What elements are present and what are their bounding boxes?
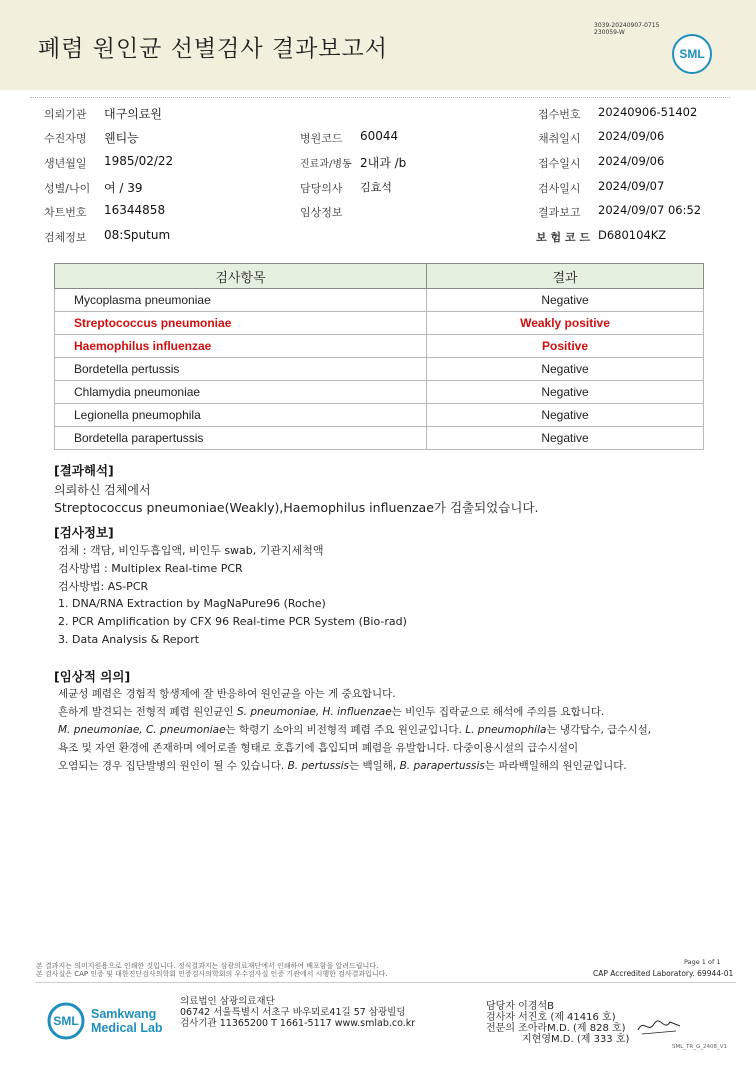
label-chart-number: 차트번호 (44, 206, 87, 219)
signature-icon (634, 1014, 684, 1040)
label-clinical-info: 임상정보 (300, 206, 343, 219)
corp-contact: 검사기관 11365200 T 1661-5117 www.smlab.co.kr (180, 1018, 416, 1029)
test-info-section (54, 523, 114, 541)
table-row (55, 312, 704, 335)
clinical-section (54, 667, 130, 685)
test-result: Positive (427, 335, 704, 358)
interpretation-section (54, 461, 114, 479)
label-insurance-code: 보 험 코 드 (536, 231, 590, 244)
clinical-line2 (58, 704, 604, 719)
corp-name: 의료법인 삼광의료재단 (180, 996, 275, 1007)
test-result: Negative (427, 381, 704, 404)
label-department: 진료과/병동 (300, 159, 352, 170)
test-item-name: Mycoplasma pneumoniae (55, 289, 427, 312)
table-header-row (55, 264, 704, 289)
footer-note: 본 검사실은 CAP 인증 및 대한진단검사의학회 인증검사의학회의 우수검사실 인증 기관에서 시행한 검사결과입니다. (36, 970, 388, 978)
interpretation-line1: 의뢰하신 검체에서 (54, 483, 151, 497)
value-specimen-info: 08:Sputum (104, 228, 171, 242)
clinical-organism: L. pneumophila (465, 724, 547, 736)
interpretation-title: [결과해석] (54, 463, 114, 478)
test-info-line: 3. Data Analysis & Report (58, 633, 200, 646)
label-physician: 담당의사 (300, 182, 343, 195)
brand-line1: Samkwang (91, 1007, 157, 1021)
cap-accreditation: CAP Accredited Laboratory. 69944-01 (593, 969, 734, 978)
clinical-text: 는 백일해, (348, 760, 400, 772)
label-patient-name: 수진자명 (44, 132, 87, 145)
sml-logo-icon (672, 34, 712, 74)
label-birth-date: 생년월일 (44, 157, 87, 170)
clinical-text: 오염되는 경우 집단발병의 원인이 될 수 있습니다. (58, 760, 288, 772)
clinical-organism: B. pertussis (287, 760, 349, 772)
results-body (55, 289, 704, 450)
test-result: Negative (427, 404, 704, 427)
value-physician: 김효석 (360, 181, 392, 194)
doc-no-line1: 3039-20240907-0715 (594, 22, 660, 29)
value-accession-number: 20240906-51402 (598, 105, 698, 119)
value-chart-number: 16344858 (104, 203, 166, 217)
value-hospital-code: 60044 (360, 129, 399, 143)
label-specimen-info: 검체정보 (44, 231, 87, 244)
test-item-name: Bordetella parapertussis (55, 427, 427, 450)
clinical-line3 (58, 722, 651, 737)
clinical-text: 는 비인두 집락균으로 해석에 주의를 요합니다. (391, 706, 605, 718)
table-row (55, 289, 704, 312)
test-info-title: [검사정보] (54, 525, 114, 540)
clinical-organism: M. pneumoniae, C. pneumoniae (58, 724, 226, 736)
table-row (55, 335, 704, 358)
report-header (0, 0, 756, 90)
value-insurance-code: D680104KZ (598, 228, 667, 242)
footer-note: 본 결과지는 의미지원용으로 인쇄한 것입니다. 정식결과지는 삼광의료재단에서 인쇄하여 배포함을 알려드립니다. (36, 962, 379, 970)
test-result: Negative (427, 358, 704, 381)
value-requesting-institution: 대구의료원 (104, 107, 162, 121)
test-info-line: 검체 : 객담, 비인두흡입액, 비인두 swab, 기관지세척액 (58, 544, 324, 557)
clinical-line5 (58, 758, 627, 773)
value-report-date: 2024/09/07 06:52 (598, 203, 702, 217)
svg-text:SML: SML (53, 1014, 79, 1028)
corp-address: 06742 서울특별시 서초구 바우뫼로41길 57 삼광빌딩 (180, 1007, 406, 1018)
value-department: 2내과 /b (360, 156, 407, 170)
label-hospital-code: 병원코드 (300, 132, 343, 145)
table-row (55, 427, 704, 450)
staff-line: 담당자 이경석B (486, 1001, 554, 1012)
page-number: Page 1 of 1 (684, 958, 721, 966)
test-result: Negative (427, 289, 704, 312)
label-requesting-institution: 의뢰기관 (44, 108, 87, 121)
value-test-date: 2024/09/07 (598, 179, 665, 193)
corporate-info (180, 996, 415, 1029)
clinical-text: 는 냉각탑수, 급수시설, (546, 724, 652, 736)
label-accession-number: 접수번호 (538, 108, 581, 121)
label-test-date: 검사일시 (538, 182, 581, 195)
clinical-organism: B. parapertussis (399, 760, 485, 772)
label-sex-age: 성별/나이 (44, 182, 91, 195)
header-divider (30, 97, 730, 98)
staff-line: 지현영M.D. (제 333 호) (522, 1034, 630, 1045)
form-number: SML_TR_G_2408_V1 (672, 1044, 728, 1050)
value-received-date: 2024/09/06 (598, 154, 665, 168)
interpretation-line2: Streptococcus pneumoniae(Weakly),Haemophilus influenzae가 검출되었습니다. (54, 500, 539, 515)
column-header-test-item: 검사항목 (55, 264, 427, 289)
label-received-date: 접수일시 (538, 157, 581, 170)
test-info-line: 검사방법 : Multiplex Real-time PCR (58, 562, 243, 575)
test-item-name: Legionella pneumophila (55, 404, 427, 427)
doc-no-line2: 230059-W (594, 29, 625, 36)
document-number (594, 22, 659, 36)
label-collection-date: 채취일시 (538, 132, 581, 145)
test-item-name: Bordetella pertussis (55, 358, 427, 381)
staff-info (486, 1001, 629, 1045)
report-title: 폐렴 원인균 선별검사 결과보고서 (38, 36, 388, 62)
footer-divider (36, 982, 736, 983)
clinical-line1: 세균성 폐렴은 경험적 항생제에 잘 반응하여 원인균을 아는 게 중요합니다. (58, 688, 396, 700)
test-result: Weakly positive (427, 312, 704, 335)
staff-line: 전문의 조아라M.D. (제 828 호) (486, 1023, 626, 1034)
test-result: Negative (427, 427, 704, 450)
brand-line2: Medical Lab (91, 1021, 163, 1035)
value-patient-name: 웬티능 (104, 131, 139, 145)
label-report-date: 결과보고 (538, 206, 581, 219)
test-item-name: Streptococcus pneumoniae (55, 312, 427, 335)
test-item-name: Chlamydia pneumoniae (55, 381, 427, 404)
test-item-name: Haemophilus influenzae (55, 335, 427, 358)
staff-line: 검사자 서진호 (제 41416 호) (486, 1012, 616, 1023)
column-header-result: 결과 (427, 264, 704, 289)
clinical-text: 흔하게 발견되는 전형적 폐렴 원인균인 (58, 706, 237, 718)
clinical-text: 는 학령기 소아의 비전형적 폐렴 주요 원인균입니다. (225, 724, 466, 736)
value-collection-date: 2024/09/06 (598, 129, 665, 143)
value-sex-age: 여 / 39 (104, 181, 143, 195)
clinical-line4: 욕조 및 자연 환경에 존재하며 에어로졸 형태로 호흡기에 흡입되며 폐렴을 유발합니다. 다중이용시설의 급수시설이 (58, 742, 579, 754)
test-info-line: 1. DNA/RNA Extraction by MagNaPure96 (Roche) (58, 597, 326, 610)
test-info-line: 2. PCR Amplification by CFX 96 Real-time PCR System (Bio-rad) (58, 615, 407, 628)
table-row (55, 358, 704, 381)
clinical-text: 는 파라백일해의 원인균입니다. (484, 760, 627, 772)
value-birth-date: 1985/02/22 (104, 154, 174, 168)
brand-name (91, 1007, 163, 1035)
clinical-title: [임상적 의의] (54, 669, 131, 684)
table-row (55, 404, 704, 427)
sml-mark-icon (46, 1002, 86, 1040)
logo-text: SML (679, 47, 705, 61)
results-table (54, 263, 704, 450)
table-row (55, 381, 704, 404)
test-info-line: 검사방법: AS-PCR (58, 580, 149, 593)
clinical-organism: S. pneumoniae, H. influenzae (236, 706, 392, 718)
